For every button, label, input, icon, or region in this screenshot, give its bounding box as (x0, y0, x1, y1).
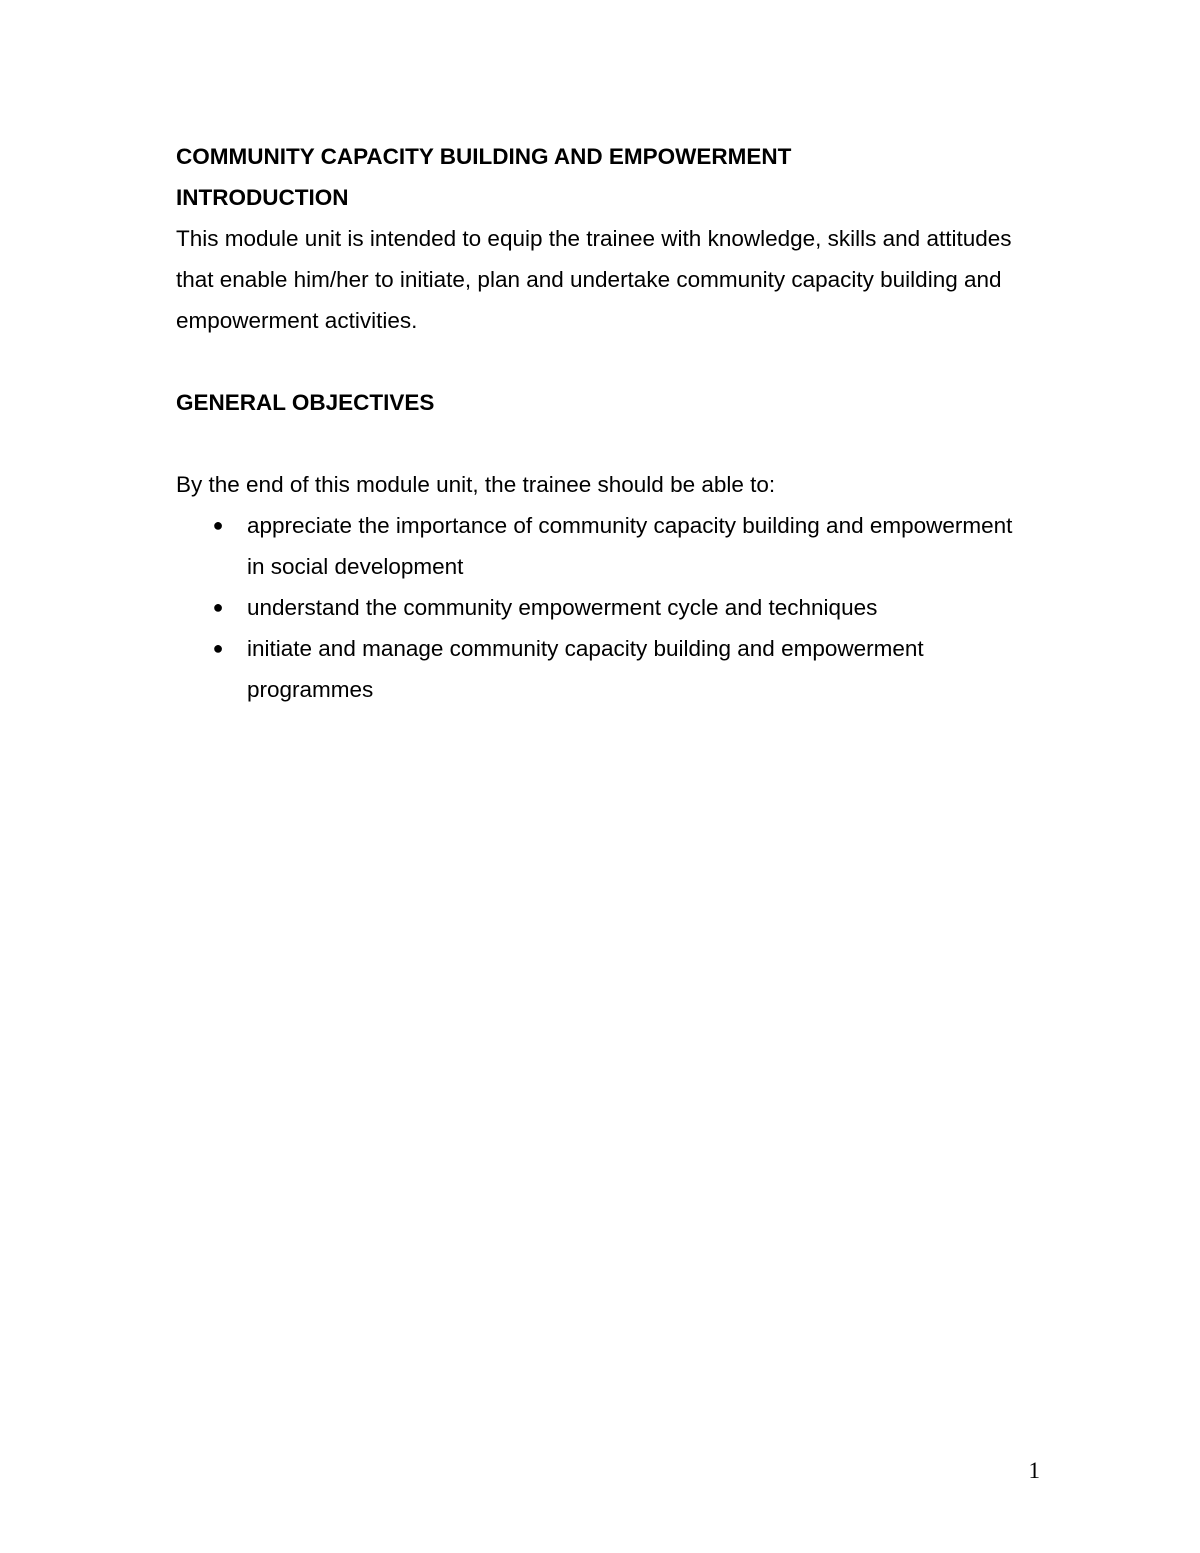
introduction-text: This module unit is intended to equip the trainee with knowledge, skills and attitudes that enable him/her to initiate, plan and undertake community capacity building and empowerment activities. (176, 226, 1012, 333)
bullet-icon: ● (212, 515, 224, 535)
objectives-lead-in: By the end of this module unit, the trainee should be able to: (176, 472, 776, 497)
objectives-list (176, 505, 1036, 710)
bullet-icon: ● (212, 638, 224, 658)
document-title: COMMUNITY CAPACITY BUILDING AND EMPOWERMENT (176, 144, 792, 169)
bullet-icon: ● (212, 597, 224, 617)
objective-text: initiate and manage community capacity building and empowerment programmes (247, 636, 924, 702)
list-item (176, 587, 1036, 628)
list-item (176, 628, 1036, 710)
general-objectives-heading: GENERAL OBJECTIVES (176, 390, 435, 415)
objective-text: understand the community empowerment cycle and techniques (247, 595, 878, 620)
introduction-heading: INTRODUCTION (176, 185, 349, 210)
list-item (176, 505, 1036, 587)
page-number: 1 (1028, 1458, 1040, 1483)
page-content (176, 136, 1036, 710)
objective-text: appreciate the importance of community capacity building and empowerment in social development (247, 513, 1013, 579)
